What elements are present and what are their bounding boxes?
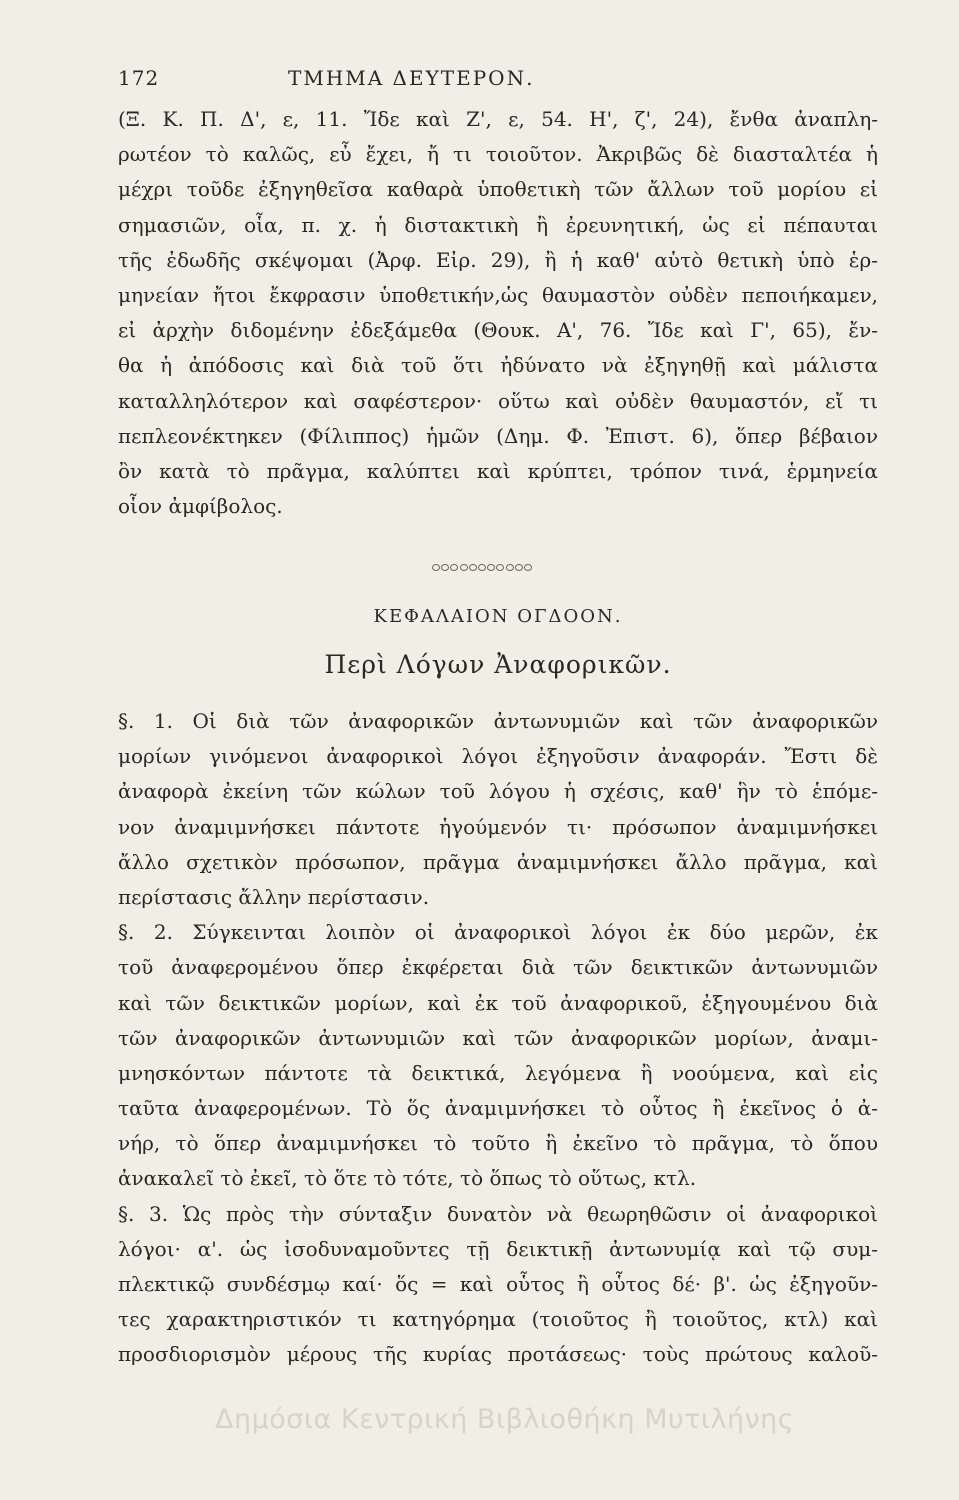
paragraph-continuation (118, 102, 878, 524)
chapter-body (118, 704, 878, 1373)
section-divider-ornament (432, 562, 532, 572)
text-line: ἀνακαλεῖ τὸ ἐκεῖ, τὸ ὅτε τὸ τότε, τὸ ὅπως τὸ οὕτως, κτλ. (118, 1166, 697, 1191)
text-line: §. 1. Οἱ διὰ τῶν ἀναφορικῶν ἀντωνυμιῶν καὶ τῶν ἀναφορικῶν (118, 709, 878, 733)
library-watermark: Δημόσια Κεντρική Βιβλιοθήκη Μυτιλήνης (215, 1404, 795, 1435)
running-title: ΤΜΗΜΑ ΔΕΥΤΕΡΟΝ. (288, 66, 535, 90)
text-line: σημασιῶν, οἷα, π. χ. ἡ διστακτικὴ ἢ ἐρευνητική, ὡς εἰ πέπαυται (118, 212, 878, 237)
text-line: (Ξ. Κ. Π. Δ', ε, 11. Ἴδε καὶ Ζ', ε, 54. Η', ζ', 24), ἔνθα ἀναπλη- (118, 107, 878, 131)
text-line: τῶν ἀναφορικῶν ἀντωνυμιῶν καὶ τῶν ἀναφορικῶν μορίων, ἀναμι- (118, 1025, 878, 1050)
text-line: μηνείαν ἤτοι ἔκφρασιν ὑποθετικήν,ὡς θαυμαστὸν οὐδὲν πεποιήκαμεν, (118, 282, 878, 307)
chapter-heading: ΚΕΦΑΛΑΙΟΝ ΟΓΔΟΟΝ. (373, 606, 623, 627)
text-line: μορίων γινόμενοι ἀναφορικοὶ λόγοι ἐξηγοῦσιν ἀναφοράν. Ἔστι δὲ (118, 744, 878, 769)
text-line: ἄλλο σχετικὸν πρόσωπον, πρᾶγμα ἀναμιμνήσκει ἄλλο πρᾶγμα, καὶ (118, 849, 878, 874)
text-line: ταῦτα ἀναφερομένων. Τὸ ὅς ἀναμιμνήσκει τὸ οὗτος ἢ ἐκεῖνος ὁ ἀ- (118, 1096, 878, 1121)
text-line: ὂν κατὰ τὸ πρᾶγμα, καλύπτει καὶ κρύπτει, τρόπον τινά, ἑρμηνεία (118, 458, 878, 483)
text-line: τοῦ ἀναφερομένου ὅπερ ἐκφέρεται διὰ τῶν δεικτικῶν ἀντωνυμιῶν (118, 955, 878, 980)
text-line: θα ἡ ἀπόδοσις καὶ διὰ τοῦ ὅτι ἠδύνατο νὰ ἐξηγηθῇ καὶ μάλιστα (118, 353, 878, 378)
text-line: τες χαρακτηριστικόν τι κατηγόρημα (τοιοῦτος ἢ τοιοῦτος, κτλ) καὶ (118, 1307, 878, 1332)
text-line: περίστασις ἄλλην περίστασιν. (118, 884, 430, 909)
text-line: καταλληλότερον καὶ σαφέστερον· οὕτω καὶ οὐδὲν θαυμαστόν, εἴ τι (118, 388, 878, 413)
text-line: πεπλεονέκτηκεν (Φίλιππος) ἡμῶν (Δημ. Φ. Ἐπιστ. 6), ὅπερ βέβαιον (118, 423, 878, 448)
page-header (118, 66, 878, 98)
text-line: νήρ, τὸ ὅπερ ἀναμιμνήσκει τὸ τοῦτο ἢ ἐκεῖνο τὸ πρᾶγμα, τὸ ὅπου (118, 1131, 878, 1156)
text-line: καὶ τῶν δεικτικῶν μορίων, καὶ ἐκ τοῦ ἀναφορικοῦ, ἐξηγουμένου διὰ (118, 990, 878, 1015)
text-line: λόγοι· α'. ὡς ἰσοδυναμοῦντες τῇ δεικτικῇ ἀντωνυμίᾳ καὶ τῷ συμ- (118, 1236, 878, 1261)
text-line: τῆς ἐδωδῆς σκέψομαι (Ἀρφ. Εἰρ. 29), ἢ ἡ καθ' αὑτὸ θετικὴ ὑπὸ ἑρ- (118, 247, 878, 272)
page-number: 172 (118, 66, 160, 90)
chapter-subtitle: Περὶ Λόγων Ἀναφορικῶν. (324, 650, 672, 679)
text-line: νον ἀναμιμνήσκει πάντοτε ἡγούμενόν τι· πρόσωπον ἀναμιμνήσκει (118, 814, 878, 839)
text-line: §. 2. Σύγκεινται λοιπὸν οἱ ἀναφορικοὶ λόγοι ἐκ δύο μερῶν, ἐκ (118, 920, 878, 945)
text-line: μέχρι τοῦδε ἐξηγηθεῖσα καθαρὰ ὑποθετικὴ τῶν ἄλλων τοῦ μορίου εἰ (118, 177, 878, 202)
text-line: πλεκτικῷ συνδέσμῳ καί· ὅς = καὶ οὗτος ἢ οὗτος δέ· β'. ὡς ἐξηγοῦν- (118, 1272, 878, 1296)
text-line: §. 3. Ὡς πρὸς τὴν σύνταξιν δυνατὸν νὰ θεωρηθῶσιν οἱ ἀναφορικοὶ (118, 1201, 878, 1226)
text-line: προσδιορισμὸν μέρους τῆς κυρίας προτάσεως· τοὺς πρώτους καλοῦ- (118, 1342, 878, 1367)
text-line: εἰ ἀρχὴν διδομένην ἐδεξάμεθα (Θουκ. Α', 76. Ἴδε καὶ Γ', 65), ἔν- (118, 318, 878, 343)
text-line: ἀναφορὰ ἐκείνη τῶν κώλων τοῦ λόγου ἡ σχέσις, καθ' ἣν τὸ ἑπόμε- (118, 779, 878, 804)
text-line: μνησκόντων πάντοτε τὰ δεικτικά, λεγόμενα ἢ νοούμενα, καὶ εἰς (118, 1060, 878, 1085)
text-line: ρωτέον τὸ καλῶς, εὖ ἔχει, ἤ τι τοιοῦτον. Ἀκριβῶς δὲ διασταλτέα ἡ (118, 142, 878, 167)
text-line: οἷον ἀμφίβολος. (118, 494, 283, 519)
